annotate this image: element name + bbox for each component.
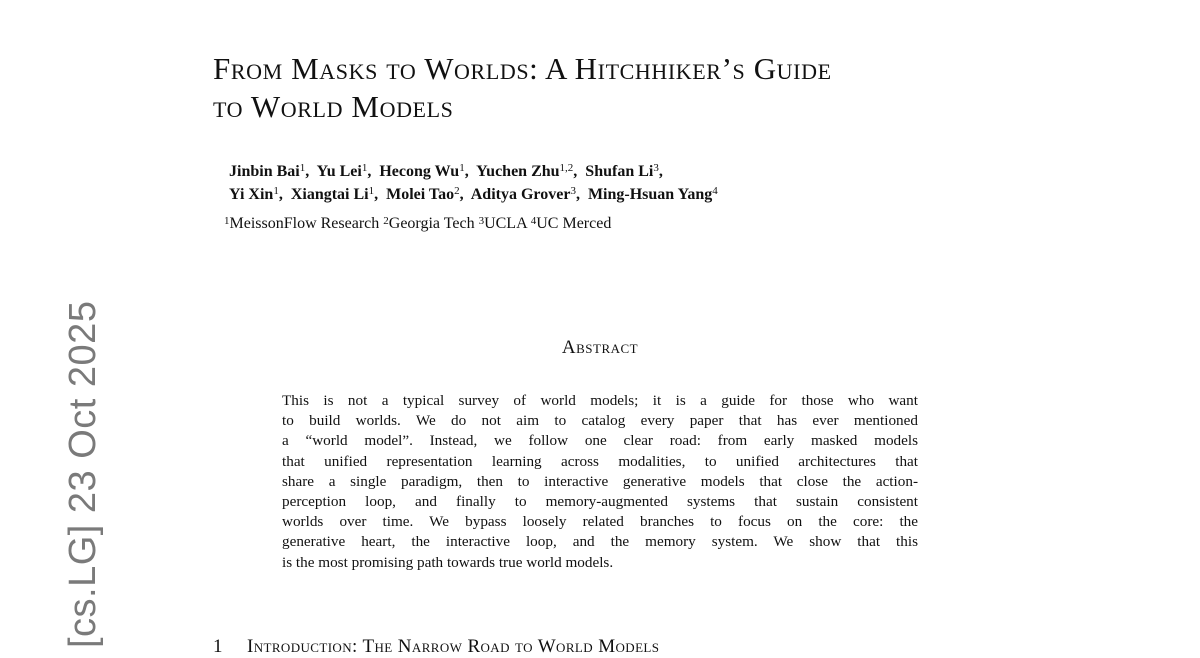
affiliation: $^3$UCLA <box>478 215 527 232</box>
affiliation: $^4$UC Merced <box>530 215 612 232</box>
abstract-line: generative heart, the interactive loop, and the memory system. We show that this <box>282 533 918 551</box>
author: Xiangtai Li$^1$ <box>290 185 375 203</box>
section-heading <box>213 636 659 658</box>
author: Aditya Grover$^3$ <box>470 185 576 203</box>
author-line-2: Yi Xin$^1$, Xiangtai Li$^1$, Molei Tao$^2$, Aditya Grover$^3$, Ming-Hsuan Yang$^4$ <box>229 185 718 203</box>
title-line-1: From Masks to Worlds: A Hitchhiker’s Guide <box>213 51 832 86</box>
abstract-line: worlds over time. We bypass loosely related branches to focus on the core: the <box>282 513 918 531</box>
abstract-body <box>282 391 918 573</box>
paper-title <box>213 50 832 126</box>
author-line-1: Jinbin Bai$^1$, Yu Lei$^1$, Hecong Wu$^1$, Yuchen Zhu$^{1,2}$, Shufan Li$^3$, <box>229 162 663 180</box>
abstract-line: is the most promising path towards true world models. <box>282 553 614 571</box>
title-line-2: to World Models <box>213 89 454 124</box>
section-title: Introduction: The Narrow Road to World Models <box>247 636 660 657</box>
abstract-line: that unified representation learning across modalities, to unified architectures that <box>282 452 918 470</box>
arxiv-side-stamp: [cs.LG] 23 Oct 2025 <box>62 300 104 648</box>
abstract-line: to build worlds. We do not aim to catalog every paper that has ever mentioned <box>282 412 918 430</box>
abstract-line: a “world model”. Instead, we follow one clear road: from early masked models <box>282 432 918 450</box>
author: Shufan Li$^3$ <box>585 162 659 180</box>
affiliation: $^1$MeissonFlow Research <box>224 215 380 232</box>
author: Ming-Hsuan Yang$^4$ <box>587 185 718 203</box>
author: Jinbin Bai$^1$ <box>229 162 306 180</box>
abstract-line: share a single paradigm, then to interactive generative models that close the action- <box>282 472 918 490</box>
author: Molei Tao$^2$ <box>386 185 460 203</box>
author: Yi Xin$^1$ <box>229 185 279 203</box>
author: Hecong Wu$^1$ <box>379 162 465 180</box>
author: Yuchen Zhu$^{1,2}$ <box>476 162 574 180</box>
author: Yu Lei$^1$ <box>316 162 368 180</box>
author-list <box>229 160 718 206</box>
abstract-line: This is not a typical survey of world models; it is a guide for those who want <box>282 392 918 409</box>
affiliations <box>224 214 611 234</box>
abstract-heading: Abstract <box>561 337 639 358</box>
section-number: 1 <box>213 636 223 657</box>
abstract-line: perception loop, and finally to memory-augmented systems that sustain consistent <box>282 492 918 510</box>
affiliation: $^2$Georgia Tech <box>383 215 475 232</box>
